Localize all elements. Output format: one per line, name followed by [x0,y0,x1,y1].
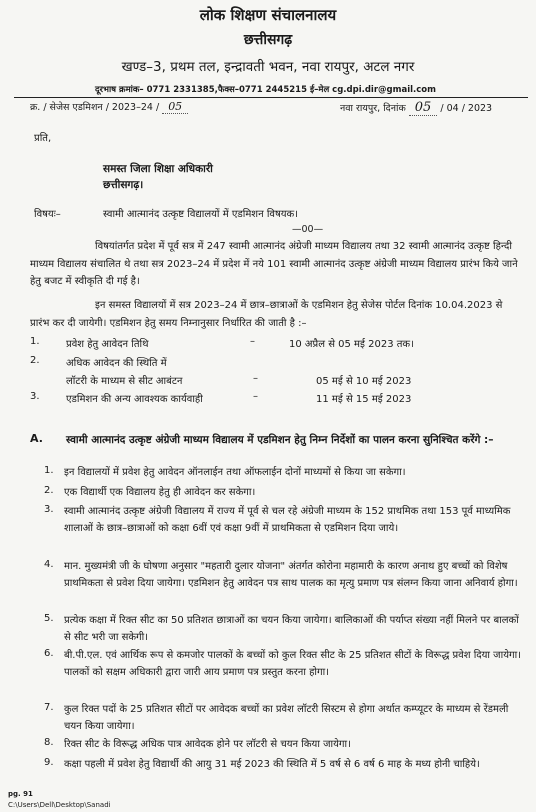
schedule-date-3: 11 मई से 15 मई 2023 [316,394,412,405]
section-a-letter: A. [30,432,43,445]
reference-prefix: क्र. / सेजेस एडमिशन / 2023–24 / [30,102,160,113]
schedule-dash-3: – [253,391,258,402]
instruction-num-7: 7. [44,702,54,713]
instruction-text-9: कक्षा पहली में प्रवेश हेतु विद्यार्थी की आयु 31 मई 2023 की स्थिति में 5 वर्ष से 6 वर्ष 6 माह के मध्य होनी चाहिये। [64,759,480,770]
instruction-num-9: 9. [44,757,54,768]
instruction-text-5: प्रत्येक कक्षा में रिक्त सीट का 50 प्रतिशत छात्राओं का चयन किया जायेगा। बालिकाओं की पर्याप्त संख्या नहीं मिलने पर बालकों से सीट भरी जा सकेगी। [64,615,519,643]
instruction-num-4: 4. [44,559,54,570]
instruction-num-6: 6. [44,648,54,659]
date-prefix: नवा रायपुर, दिनांक [340,103,406,114]
subject-text: स्वामी आत्मानंद उत्कृष्ट विद्यालयों में एडमिशन विषयक। [103,209,299,220]
reference-date [340,100,492,115]
schedule-num-1: 1. [30,336,40,347]
recipient-state: छत्तीसगढ़। [103,179,144,191]
instruction-text-2: एक विद्यार्थी एक विद्यालय हेतु ही आवेदन कर सकेगा। [64,487,256,498]
office-contact: दूरभाष क्रमांक– 0771 2331385,फैक्स–0771 2445215 ई–मेल cg.dpi.dir@gmail.com [95,85,436,95]
date-handwritten: 05 [409,100,438,116]
schedule-item-3: एडमिशन की अन्य आवश्यक कार्यवाही [66,394,203,405]
schedule-dash-1: – [250,336,255,347]
schedule-num-2: 2. [30,355,40,366]
prati-label: प्रति, [34,133,52,144]
schedule-date-2: 05 मई से 10 मई 2023 [316,376,412,387]
instruction-num-3: 3. [44,504,54,515]
header-divider [14,97,528,98]
paragraph-1: विषयांतर्गत प्रदेश में पूर्व सत्र में 247 स्वामी आत्मानंद अंग्रेजी माध्यम विद्यालय तथा 32 स्वामी आत्मानंद उत्कृष्ट हिन्दी माध्यम विद्यालय संचालित थे तथा सत्र 2023–24 में प्रदेश में नये 101 स्वामी आत्मानंद उत्कृष्ट अंग्रेजी माध्यम विद्यालय प्रारंभ किये जाने हेतु बजट में स्वीकृति दी गई है। [30,241,518,287]
reference-number [30,100,188,113]
schedule-dash-2: – [253,373,258,384]
instruction-text-1: इन विद्यालयों में प्रवेश हेतु आवेदन ऑनलाईन तथा ऑफलाईन दोनों माध्यमों से किया जा सकेगा। [64,467,406,478]
section-a-heading [66,432,528,449]
paragraph-2: इन समस्त विद्यालयों में सत्र 2023–24 में छात्र–छात्राओं के एडमिशन हेतु सेजेस पोर्टल दिनांक 10.04.2023 से प्रारंभ कर दी जायेगी। एडमिशन हेतु समय निम्नानुसार निर्धारित की जाती है :– [30,300,503,329]
file-path: C:\Users\Dell\Desktop\Sanadi [8,801,111,809]
office-state: छत्तीसगढ़ [243,32,293,48]
instruction-num-8: 8. [44,737,54,748]
instruction-num-1: 1. [44,465,54,476]
schedule-item-2: अधिक आवेदन की स्थिति में [66,358,167,369]
schedule-item-1: प्रवेश हेतु आवेदन तिथि [66,339,149,350]
office-title: लोक शिक्षण संचालनालय [199,6,337,24]
instruction-text-6: बी.पी.एल. एवं आर्थिक रूप से कमजोर पालकों के बच्चों को कुल रिक्त सीट के 25 प्रतिशत सीटों के विरूद्ध प्रवेश दिया जायेगा। पालकों को सक्षम अधिकारी द्वारा जारी आय प्रमाण पत्र प्रस्तुत करना होगा। [64,650,522,678]
section-a-heading-text: स्वामी आत्मानंद उत्कृष्ट अंग्रेजी माध्यम विद्यालय में एडमिशन हेतु निम्न निर्देशों का पालन करना सुनिश्चित करेंगे :– [66,434,494,446]
subject-separator: —00— [292,224,324,235]
page-number: pg. 91 [8,790,33,798]
date-suffix: / 04 / 2023 [440,103,493,114]
instruction-text-8: रिक्त सीट के विरूद्ध अधिक पात्र आवेदक होने पर लॉटरी से चयन किया जायेगा। [64,739,351,750]
instruction-text-3: स्वामी आत्मानंद उत्कृष्ट अंग्रेजी विद्यालय में राज्य में पूर्व से चल रहे अंग्रेजी माध्यम के 152 प्राथमिक तथा 153 पूर्व माध्यमिक शालाओं के छात्र–छात्राओं को कक्षा 6वीं एवं कक्षा 9वीं में प्राथमिकता से एडमिशन दिया जाये। [64,506,511,534]
recipient: समस्त जिला शिक्षा अधिकारी [103,163,213,175]
schedule-num-3: 3. [30,391,40,402]
office-address: खण्ड–3, प्रथम तल, इन्द्रावती भवन, नवा रायपुर, अटल नगर [121,59,415,75]
reference-number-handwritten: 05 [162,100,188,114]
schedule-date-1: 10 अप्रैल से 05 मई 2023 तक। [289,339,414,350]
instruction-num-5: 5. [44,613,54,624]
subject-label: विषयः– [34,209,61,220]
schedule-item-2b: लॉटरी के माध्यम से सीट आबंटन [66,376,183,387]
instruction-num-2: 2. [44,485,54,496]
instruction-text-4: मान. मुख्यमंत्री जी के घोषणा अनुसार "महतारी दुलार योजना" अंतर्गत कोरोना महामारी के कारण अनाथ हुए बच्चों को विशेष प्राथमिकता से प्रवेश दिया जायेगा। एडमिशन हेतु आवेदन पत्र साथ पालक का मृत्यु प्रमाण पत्र संलग्न किया जाना अनिवार्य होगा। [64,561,518,589]
instruction-text-7: कुल रिक्त पदों के 25 प्रतिशत सीटों पर आवेदक बच्चों का प्रवेश लॉटरी सिस्टम से होगा अर्थात कम्प्यूटर के माध्यम से रेंडमली चयन किया जायेगा। [64,704,509,732]
